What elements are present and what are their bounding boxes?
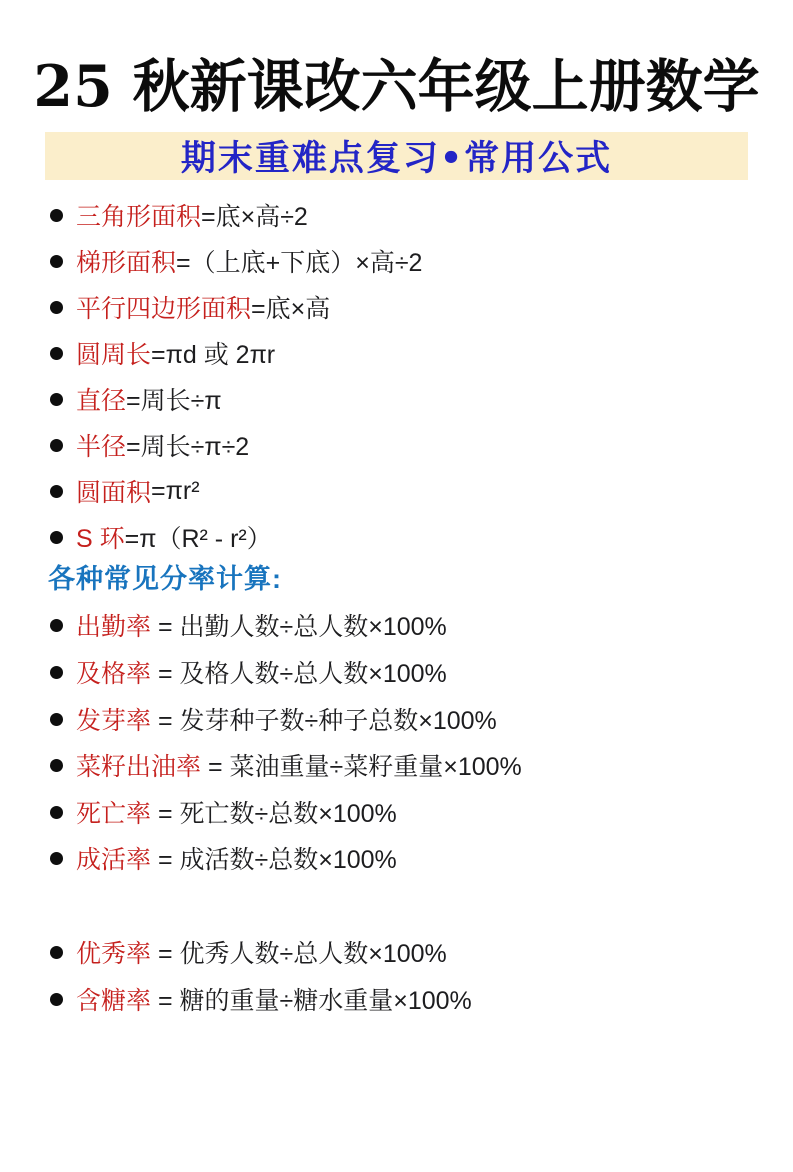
formula-term: 三角形面积 bbox=[76, 203, 202, 232]
bullet-icon bbox=[50, 852, 63, 865]
worksheet-page bbox=[0, 50, 793, 1172]
rate-term: 出勤率 bbox=[76, 613, 152, 642]
formula-item bbox=[50, 238, 793, 284]
formula-expression: =πr² bbox=[151, 476, 200, 505]
rate-item bbox=[50, 742, 793, 789]
formula-term: 半径 bbox=[76, 433, 127, 462]
subtitle-text: 期末重难点复习•常用公式 bbox=[180, 138, 613, 180]
bullet-icon bbox=[50, 946, 63, 959]
rate-expression: = 糖的重量÷糖水重量×100% bbox=[151, 986, 472, 1015]
formula-expression: =底×高÷2 bbox=[201, 203, 308, 232]
formula-expression: =（上底+下底）×高÷2 bbox=[176, 249, 423, 278]
formula-item bbox=[50, 192, 793, 238]
rate-item bbox=[50, 929, 793, 976]
rate-item bbox=[50, 788, 793, 835]
bullet-icon bbox=[50, 439, 63, 452]
bullet-icon bbox=[50, 993, 63, 1006]
formula-expression: =周长÷π bbox=[126, 387, 222, 416]
rate-formula-list bbox=[50, 602, 793, 1022]
formula-term: 圆面积 bbox=[76, 479, 152, 508]
formula-item bbox=[50, 514, 793, 560]
rate-term: 发芽率 bbox=[76, 706, 152, 735]
formula-term: S 环 bbox=[76, 525, 125, 554]
list-gap bbox=[50, 882, 793, 929]
page-title: 25 秋新课改六年级上册数学 bbox=[33, 53, 760, 120]
rate-expression: = 及格人数÷总人数×100% bbox=[151, 659, 447, 688]
subtitle-banner bbox=[45, 132, 748, 180]
rate-expression: = 菜油重量÷菜籽重量×100% bbox=[201, 753, 522, 782]
formula-item bbox=[50, 422, 793, 468]
bullet-icon bbox=[50, 666, 63, 679]
bullet-icon bbox=[50, 347, 63, 360]
formula-item bbox=[50, 468, 793, 514]
formula-expression: =πd 或 2πr bbox=[151, 341, 276, 370]
rates-section-heading: 各种常见分率计算: bbox=[48, 564, 282, 595]
rate-expression: = 发芽种子数÷种子总数×100% bbox=[151, 706, 497, 735]
bullet-icon bbox=[50, 393, 63, 406]
bullet-icon bbox=[50, 806, 63, 819]
rate-term: 菜籽出油率 bbox=[76, 753, 202, 782]
rate-item bbox=[50, 602, 793, 649]
bullet-icon bbox=[50, 619, 63, 632]
bullet-icon bbox=[50, 531, 63, 544]
formula-expression: =周长÷π÷2 bbox=[126, 433, 250, 462]
rate-term: 死亡率 bbox=[76, 799, 152, 828]
rate-term: 含糖率 bbox=[76, 986, 152, 1015]
geometry-formula-list bbox=[50, 192, 793, 560]
rate-expression: = 优秀人数÷总人数×100% bbox=[151, 939, 447, 968]
bullet-icon bbox=[50, 255, 63, 268]
rate-term: 及格率 bbox=[76, 659, 152, 688]
rate-expression: = 死亡数÷总数×100% bbox=[151, 799, 397, 828]
formula-expression: =底×高 bbox=[251, 295, 331, 324]
formula-term: 直径 bbox=[76, 387, 127, 416]
formula-item bbox=[50, 284, 793, 330]
rate-term: 成活率 bbox=[76, 846, 152, 875]
bullet-icon bbox=[50, 713, 63, 726]
formula-term: 平行四边形面积 bbox=[76, 295, 252, 324]
rate-item bbox=[50, 695, 793, 742]
bullet-icon bbox=[50, 485, 63, 498]
bullet-icon bbox=[50, 209, 63, 222]
formula-term: 圆周长 bbox=[76, 341, 152, 370]
rate-term: 优秀率 bbox=[76, 939, 152, 968]
formula-term: 梯形面积 bbox=[76, 249, 177, 278]
formula-expression: =π（R² - r²） bbox=[124, 525, 272, 554]
rate-item bbox=[50, 649, 793, 696]
rate-item bbox=[50, 975, 793, 1022]
formula-item bbox=[50, 376, 793, 422]
rate-item bbox=[50, 835, 793, 882]
formula-item bbox=[50, 330, 793, 376]
bullet-icon bbox=[50, 301, 63, 314]
rate-expression: = 成活数÷总数×100% bbox=[151, 846, 397, 875]
rate-expression: = 出勤人数÷总人数×100% bbox=[151, 613, 447, 642]
bullet-icon bbox=[50, 759, 63, 772]
